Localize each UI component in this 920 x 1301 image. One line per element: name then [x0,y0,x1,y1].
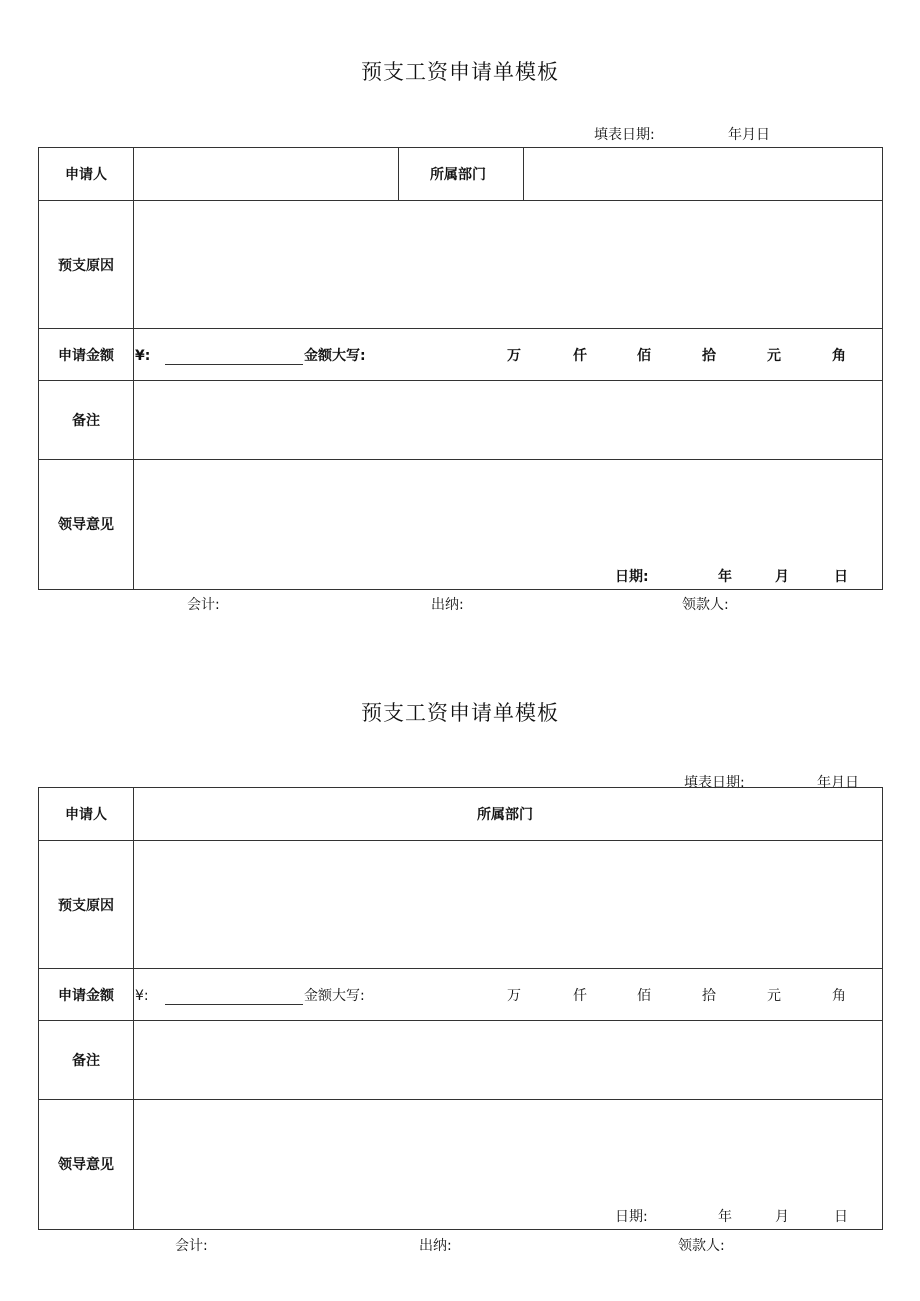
department-input[interactable] [524,148,882,200]
remarks-input[interactable] [134,1021,882,1099]
applicant-input[interactable] [134,788,882,840]
reason-label: 预支原因 [58,258,114,274]
fill-date-suffix: 年月日 [728,127,770,143]
fill-date-label: 填表日期: [684,775,745,791]
leader-opinion-label: 领导意见 [58,517,114,533]
recipient-label: 领款人: [678,1238,725,1254]
remarks-label: 备注 [72,413,100,429]
unit-wan: 万 [507,348,521,364]
leader-opinion-input[interactable] [134,460,882,560]
cashier-label: 出纳: [431,597,464,613]
fill-date-label: 填表日期: [594,127,655,143]
form-title: 预支工资申请单模板 [361,60,559,84]
form-title: 预支工资申请单模板 [361,701,559,725]
leader-opinion-input[interactable] [134,1100,882,1200]
amount-input[interactable] [165,1004,303,1005]
leader-opinion-label: 领导意见 [58,1157,114,1173]
amount-label: 申请金额 [58,348,114,364]
amount-label: 申请金额 [58,988,114,1004]
fill-date-suffix: 年月日 [817,775,859,791]
accountant-label: 会计: [187,597,220,613]
reason-label: 预支原因 [58,898,114,914]
department-label: 所属部门 [477,807,533,823]
date-month: 月 [775,569,789,585]
date-year: 年 [718,569,732,585]
unit-jiao: 角 [832,348,846,364]
remarks-label: 备注 [72,1053,100,1069]
department-label: 所属部门 [430,167,486,183]
unit-bai: 佰 [637,348,651,364]
date-month: 月 [775,1209,789,1225]
applicant-label: 申请人 [65,807,107,823]
remarks-input[interactable] [134,381,882,459]
reason-input[interactable] [134,841,882,968]
amount-words-label: 金额大写: [304,348,366,364]
amount-input[interactable] [165,364,303,365]
date-label: 日期: [615,1209,648,1225]
date-label: 日期: [615,569,649,585]
cashier-label: 出纳: [419,1238,452,1254]
unit-qian: 仟 [573,348,587,364]
unit-shi: 拾 [702,348,716,364]
column-divider [398,147,399,200]
unit-wan: 万 [507,988,521,1004]
date-day: 日 [834,1209,848,1225]
reason-input[interactable] [134,201,882,328]
recipient-label: 领款人: [682,597,729,613]
date-day: 日 [834,569,848,585]
unit-jiao: 角 [832,988,846,1004]
unit-yuan: 元 [767,348,781,364]
yen-label: ¥: [135,348,151,364]
date-year: 年 [718,1209,732,1225]
unit-qian: 仟 [573,988,587,1004]
applicant-label: 申请人 [65,167,107,183]
amount-words-label: 金额大写: [304,988,365,1004]
yen-label: ¥: [135,988,149,1004]
unit-yuan: 元 [767,988,781,1004]
unit-bai: 佰 [637,988,651,1004]
applicant-input[interactable] [134,148,398,200]
unit-shi: 拾 [702,988,716,1004]
row-divider [38,328,883,329]
row-divider [38,968,883,969]
accountant-label: 会计: [175,1238,208,1254]
